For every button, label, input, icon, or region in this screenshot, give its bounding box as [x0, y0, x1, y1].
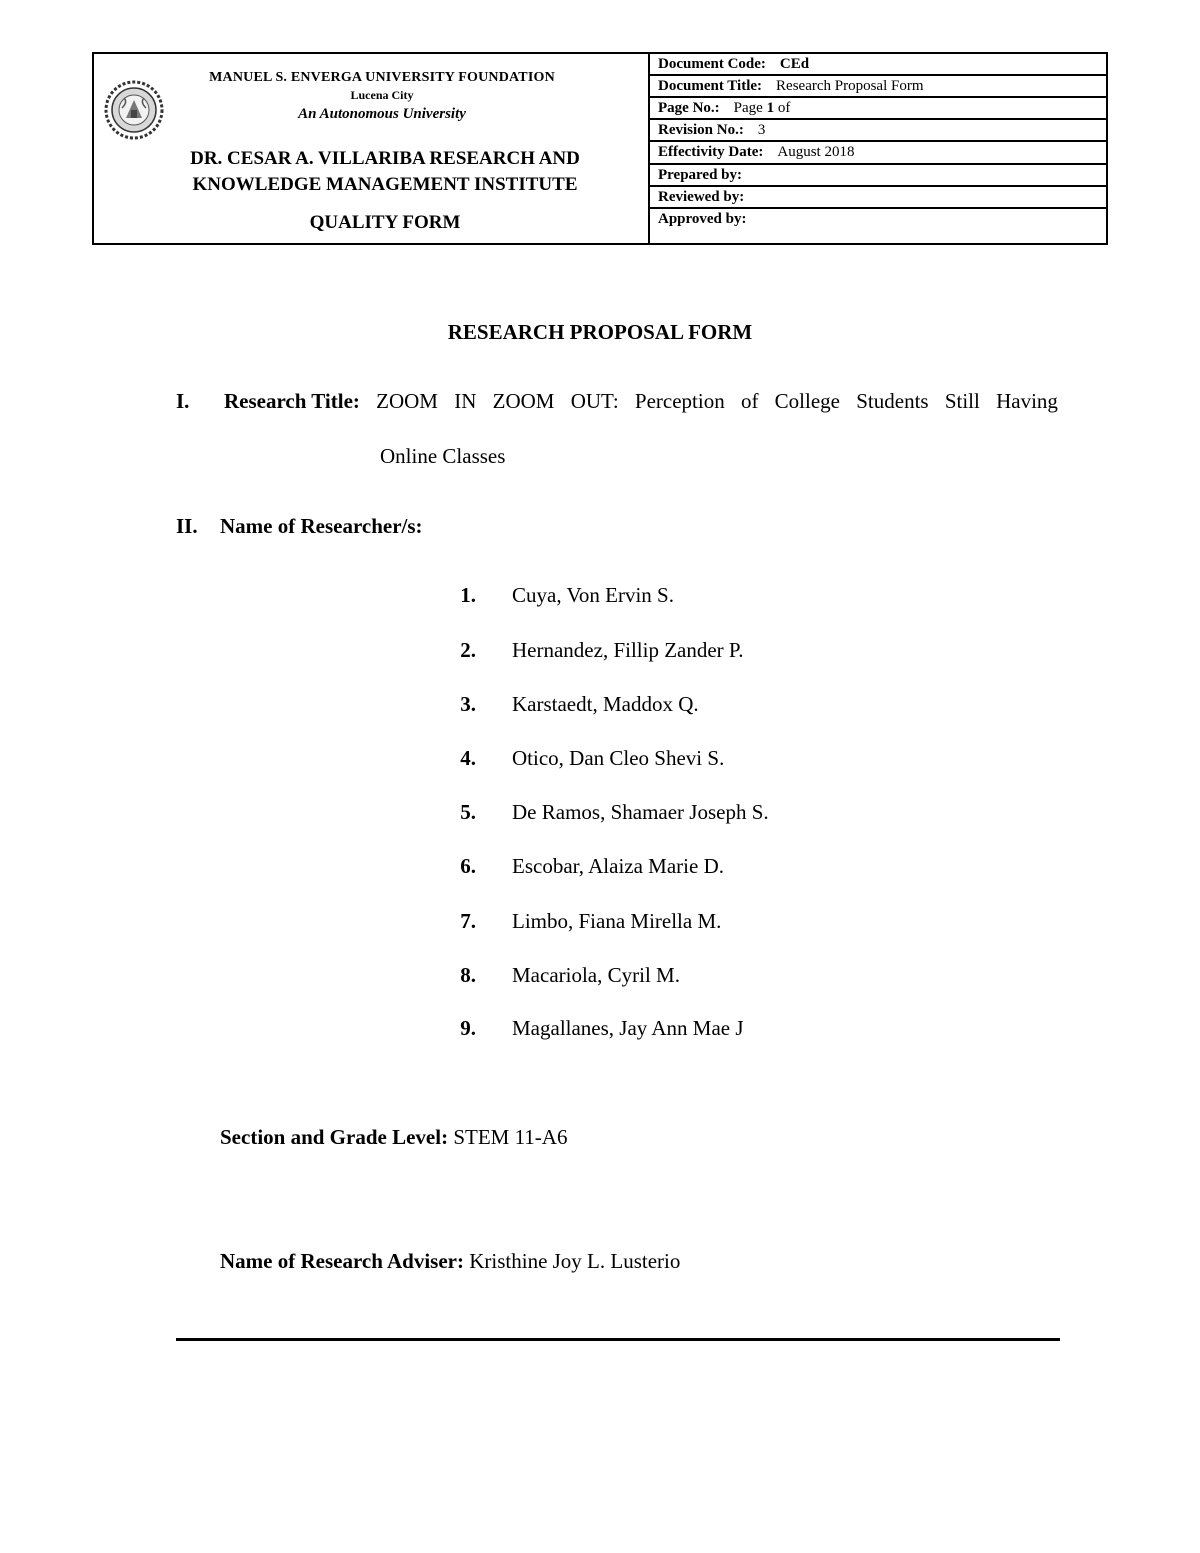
header-institution-block: [94, 54, 650, 243]
section-grade-label: Section and Grade Level:: [220, 1125, 449, 1149]
list-item: Hernandez, Fillip Zander P.: [512, 638, 744, 662]
section-2-number: II.: [176, 514, 198, 538]
list-item: Karstaedt, Maddox Q.: [512, 692, 699, 716]
meta-label: Effectivity Date:: [658, 144, 764, 160]
list-item-number: 1.: [460, 583, 476, 607]
meta-row-revision-no: [650, 120, 1106, 142]
list-item-number: 4.: [460, 746, 476, 770]
list-item: Escobar, Alaiza Marie D.: [512, 854, 724, 878]
page-prefix: Page: [733, 99, 763, 116]
title-word: ZOOM: [376, 389, 438, 413]
institute-name-line1: DR. CESAR A. VILLARIBA RESEARCH AND: [190, 148, 580, 169]
org-city: Lucena City: [350, 88, 414, 102]
researchers-label: Name of Researcher/s:: [220, 514, 423, 538]
meta-row-reviewed-by: [650, 187, 1106, 209]
list-item-number: 8.: [460, 963, 476, 987]
research-title-label: Research Title:: [224, 389, 360, 413]
research-title-line2: Online Classes: [380, 444, 506, 468]
org-name: MANUEL S. ENVERGA UNIVERSITY FOUNDATION: [209, 70, 555, 85]
list-item: Limbo, Fiana Mirella M.: [512, 909, 722, 933]
list-item-number: 9.: [460, 1016, 476, 1040]
page-suffix: of: [777, 99, 791, 116]
title-word: Perception: [634, 389, 725, 413]
section-grade-line: [220, 1125, 567, 1150]
list-item-number: 3.: [460, 692, 476, 716]
section-1-number: I.: [176, 389, 190, 413]
meta-label: Document Title:: [658, 77, 763, 94]
list-item-number: 5.: [460, 800, 476, 824]
meta-label: Prepared by:: [658, 166, 743, 183]
meta-label: Reviewed by:: [658, 188, 745, 205]
meta-row-page-no: [650, 98, 1106, 120]
institute-name: [162, 146, 608, 198]
list-item-number: 6.: [460, 854, 476, 878]
meta-label: Document Code:: [658, 55, 766, 72]
meta-row-prepared-by: [650, 165, 1106, 187]
list-item: Macariola, Cyril M.: [512, 963, 680, 987]
org-tagline: An Autonomous University: [298, 106, 466, 122]
meta-value: 3: [757, 121, 766, 138]
document-meta-table: [650, 54, 1106, 243]
institute-name-line2: KNOWLEDGE MANAGEMENT INSTITUTE: [192, 174, 578, 195]
title-word: IN: [454, 389, 477, 413]
research-title-line: [224, 389, 1058, 414]
meta-value: [734, 100, 791, 117]
adviser-line: [220, 1249, 680, 1274]
list-item: Cuya, Von Ervin S.: [512, 583, 674, 607]
meta-row-document-title: [650, 76, 1106, 98]
form-type: QUALITY FORM: [309, 212, 461, 233]
meta-row-approved-by: [650, 209, 1106, 239]
meta-value: August 2018: [777, 144, 855, 160]
list-item: Otico, Dan Cleo Shevi S.: [512, 746, 725, 770]
document-header: [92, 52, 1108, 245]
meta-label: Page No.:: [658, 99, 720, 116]
university-seal-icon: [104, 80, 164, 140]
list-item-number: 2.: [460, 638, 476, 662]
title-word: Students: [856, 389, 929, 413]
meta-label: Revision No.:: [658, 121, 744, 138]
adviser-value: Kristhine Joy L. Lusterio: [469, 1249, 681, 1273]
page-number: 1: [766, 99, 775, 116]
form-title: RESEARCH PROPOSAL FORM: [447, 320, 753, 344]
meta-value: CEd: [779, 55, 810, 72]
meta-row-effectivity-date: [650, 142, 1106, 165]
meta-row-document-code: [650, 54, 1106, 76]
meta-label: Approved by:: [658, 211, 747, 227]
section-grade-value: STEM 11-A6: [453, 1125, 568, 1149]
list-item-number: 7.: [460, 909, 476, 933]
adviser-label: Name of Research Adviser:: [220, 1249, 464, 1273]
list-item: De Ramos, Shamaer Joseph S.: [512, 800, 769, 824]
title-word: of: [740, 389, 759, 413]
list-item: Magallanes, Jay Ann Mae J: [512, 1016, 744, 1040]
meta-value: Research Proposal Form: [776, 77, 924, 94]
title-word: OUT:: [570, 389, 619, 413]
title-word: ZOOM: [492, 389, 555, 413]
horizontal-divider: [176, 1338, 1060, 1341]
title-word: Still: [944, 389, 980, 413]
title-word: Having: [996, 389, 1058, 413]
title-word: College: [774, 389, 840, 413]
